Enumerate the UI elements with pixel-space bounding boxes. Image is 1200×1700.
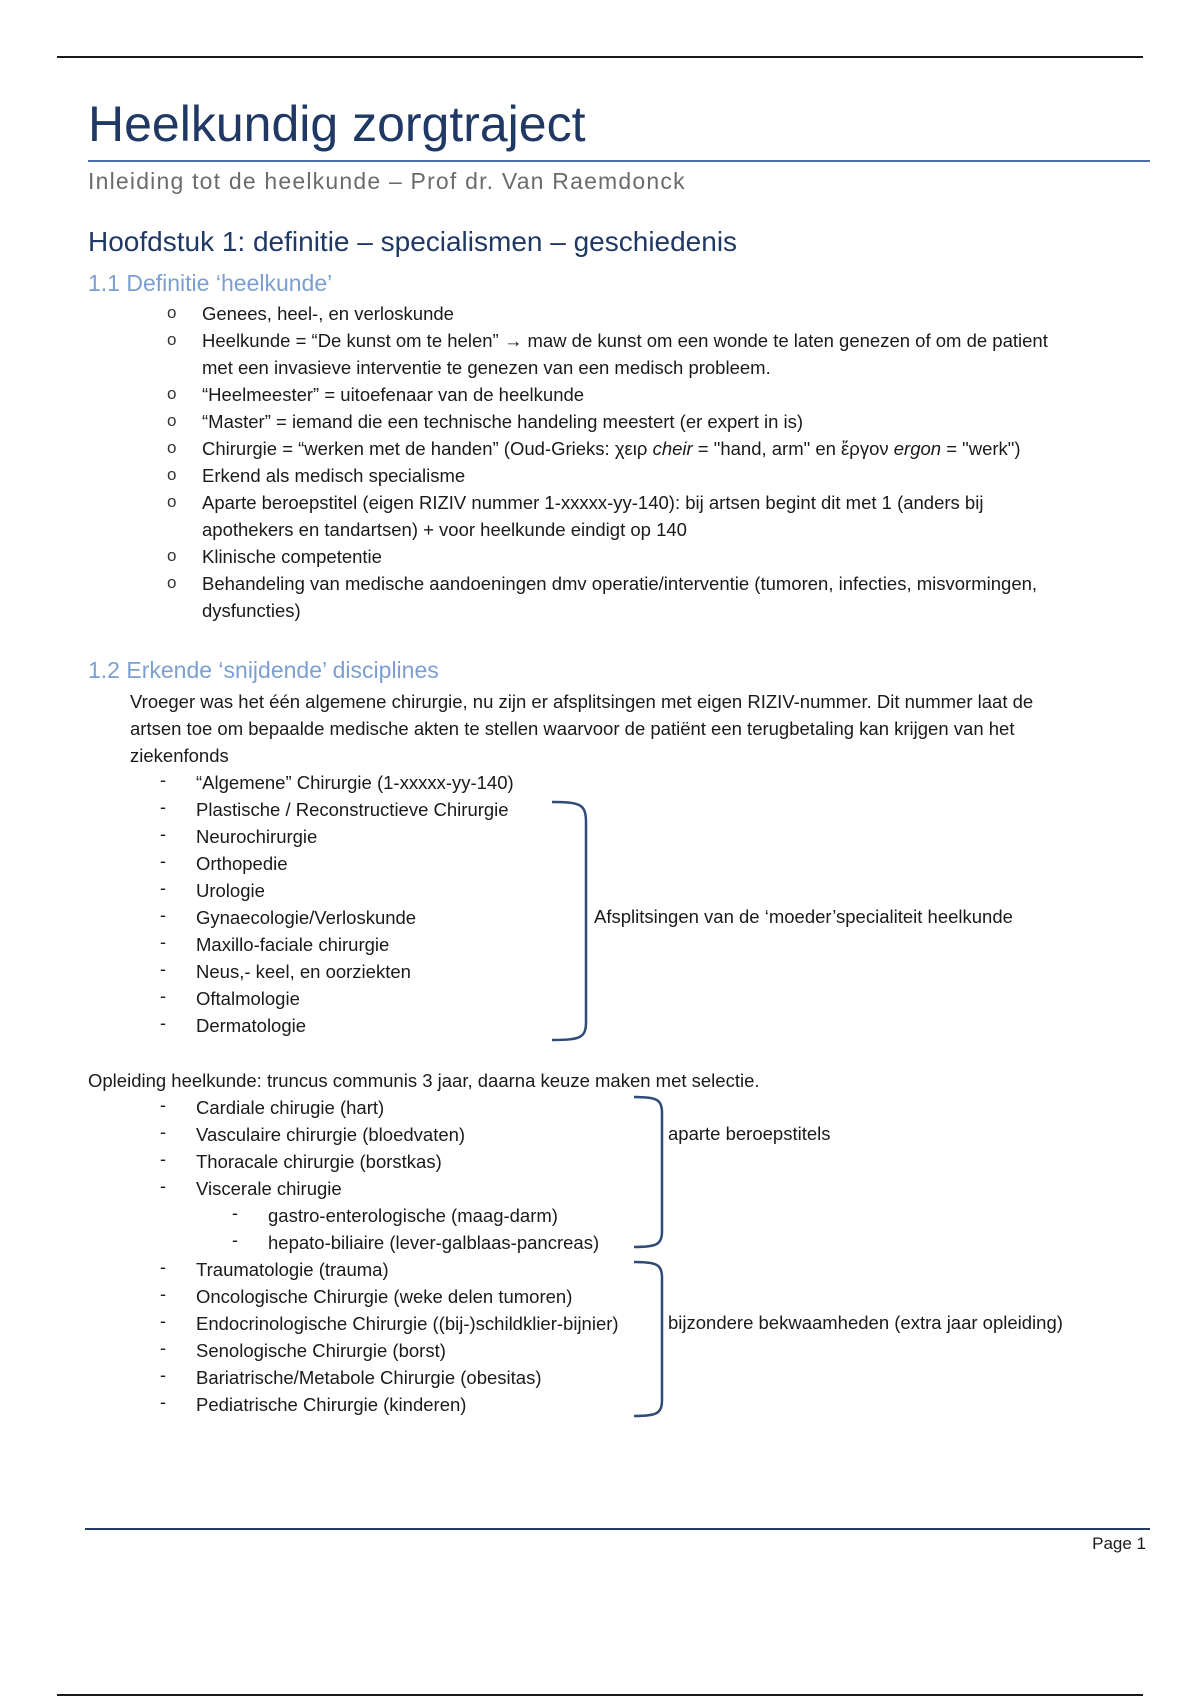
list-item-chirurgie: Chirurgie = “werken met de handen” (Oud-Grieks: χειρ cheir = "hand, arm" en ἔργον ergon = "werk") [202, 438, 1021, 459]
dash-bullet: - [160, 878, 166, 898]
dash-bullet: - [160, 824, 166, 844]
training-item: Oncologische Chirurgie (weke delen tumoren) [196, 1286, 573, 1307]
bekwaamheden-note: bijzondere bekwaamheden (extra jaar opleiding) [668, 1312, 1063, 1333]
training-item: Endocrinologische Chirurgie ((bij-)schildklier-bijnier) [196, 1313, 619, 1334]
disciplines-note: Afsplitsingen van de ‘moeder’specialiteit heelkunde [594, 906, 1013, 927]
training-item: Cardiale chirugie (hart) [196, 1097, 385, 1118]
list-item: Genees, heel-, en verloskunde [202, 303, 454, 324]
dash-bullet: - [160, 1311, 166, 1331]
training-item: Traumatologie (trauma) [196, 1259, 389, 1280]
dash-bullet: - [232, 1230, 238, 1250]
discipline-item: “Algemene” Chirurgie (1-xxxxx-yy-140) [196, 772, 514, 793]
bullet: o [167, 411, 177, 430]
list-item: Klinische competentie [202, 546, 382, 567]
dash-bullet: - [160, 1392, 166, 1412]
dash-bullet: - [160, 1338, 166, 1358]
bottom-rule [57, 1694, 1143, 1696]
top-rule [57, 56, 1143, 58]
beroepstitels-brace [632, 1095, 668, 1255]
bekwaamheden-brace [632, 1260, 668, 1425]
training-item: Bariatrische/Metabole Chirurgie (obesitas) [196, 1367, 542, 1388]
dash-bullet: - [160, 932, 166, 952]
page-number: Page 1 [1092, 1534, 1146, 1553]
footer-rule [85, 1528, 1150, 1530]
training-intro: Opleiding heelkunde: truncus communis 3 jaar, daarna keuze maken met selectie. [88, 1070, 760, 1091]
discipline-item: Neus,- keel, en oorziekten [196, 961, 411, 982]
list-item: “Master” = iemand die een technische handeling meestert (er expert in is) [202, 411, 804, 432]
list-item-continuation: dysfuncties) [202, 600, 301, 621]
document-subtitle: Inleiding tot de heelkunde – Prof dr. Van Raemdonck [88, 168, 686, 194]
dash-bullet: - [160, 986, 166, 1006]
dash-bullet: - [232, 1203, 238, 1223]
discipline-item: Oftalmologie [196, 988, 300, 1009]
bullet: o [167, 492, 177, 511]
bullet: o [167, 465, 177, 484]
discipline-item: Maxillo-faciale chirurgie [196, 934, 390, 955]
training-subitem: hepato-biliaire (lever-galblaas-pancreas) [268, 1232, 600, 1253]
discipline-item: Gynaecologie/Verloskunde [196, 907, 417, 928]
list-item: Heelkunde = “De kunst om te helen” → maw de kunst om een wonde te laten genezen of om de patient [202, 330, 1048, 351]
intro-paragraph-line: artsen toe om bepaalde medische akten te stellen waarvoor de patiënt een terugbetaling kan krijgen van het [130, 718, 1015, 739]
bullet: o [167, 546, 177, 565]
chapter-heading: Hoofdstuk 1: definitie – specialismen – geschiedenis [88, 226, 738, 257]
bullet: o [167, 573, 177, 592]
document-title: Heelkundig zorgtraject [88, 96, 586, 152]
title-underline [88, 160, 1150, 162]
bullet: o [167, 330, 177, 349]
dash-bullet: - [160, 1095, 166, 1115]
list-item: Erkend als medisch specialisme [202, 465, 466, 486]
beroepstitels-note: aparte beroepstitels [668, 1123, 831, 1144]
list-item-continuation: apothekers en tandartsen) + voor heelkunde eindigt op 140 [202, 519, 687, 540]
discipline-item: Plastische / Reconstructieve Chirurgie [196, 799, 509, 820]
list-item: Aparte beroepstitel (eigen RIZIV nummer 1-xxxxx-yy-140): bij artsen begint dit met 1 (anders bij [202, 492, 984, 513]
discipline-item: Orthopedie [196, 853, 288, 874]
dash-bullet: - [160, 905, 166, 925]
list-item: Behandeling van medische aandoeningen dmv operatie/interventie (tumoren, infecties, misvormingen, [202, 573, 1038, 594]
discipline-item: Dermatologie [196, 1015, 307, 1036]
training-item: Viscerale chirugie [196, 1178, 342, 1199]
dash-bullet: - [160, 1013, 166, 1033]
dash-bullet: - [160, 1365, 166, 1385]
training-subitem: gastro-enterologische (maag-darm) [268, 1205, 558, 1226]
discipline-item: Urologie [196, 880, 265, 901]
dash-bullet: - [160, 1284, 166, 1304]
dash-bullet: - [160, 1149, 166, 1169]
intro-paragraph-line: ziekenfonds [130, 745, 229, 766]
bullet: o [167, 438, 177, 457]
section-1-1-heading: 1.1 Definitie ‘heelkunde’ [88, 270, 333, 296]
list-item: “Heelmeester” = uitoefenaar van de heelkunde [202, 384, 585, 405]
dash-bullet: - [160, 797, 166, 817]
training-item: Vasculaire chirurgie (bloedvaten) [196, 1124, 466, 1145]
bullet: o [167, 303, 177, 322]
dash-bullet: - [160, 1257, 166, 1277]
training-item: Pediatrische Chirurgie (kinderen) [196, 1394, 467, 1415]
list-item-continuation: met een invasieve interventie te genezen van een medisch probleem. [202, 357, 771, 378]
dash-bullet: - [160, 1176, 166, 1196]
dash-bullet: - [160, 959, 166, 979]
training-item: Thoracale chirurgie (borstkas) [196, 1151, 442, 1172]
section-1-2-heading: 1.2 Erkende ‘snijdende’ disciplines [88, 657, 439, 683]
dash-bullet: - [160, 851, 166, 871]
dash-bullet: - [160, 770, 166, 790]
training-item: Senologische Chirurgie (borst) [196, 1340, 446, 1361]
intro-paragraph-line: Vroeger was het één algemene chirurgie, nu zijn er afsplitsingen met eigen RIZIV-nummer. Dit nummer laat de [130, 691, 1034, 712]
discipline-item: Neurochirurgie [196, 826, 318, 847]
disciplines-brace [550, 800, 590, 1045]
bullet: o [167, 384, 177, 403]
dash-bullet: - [160, 1122, 166, 1142]
